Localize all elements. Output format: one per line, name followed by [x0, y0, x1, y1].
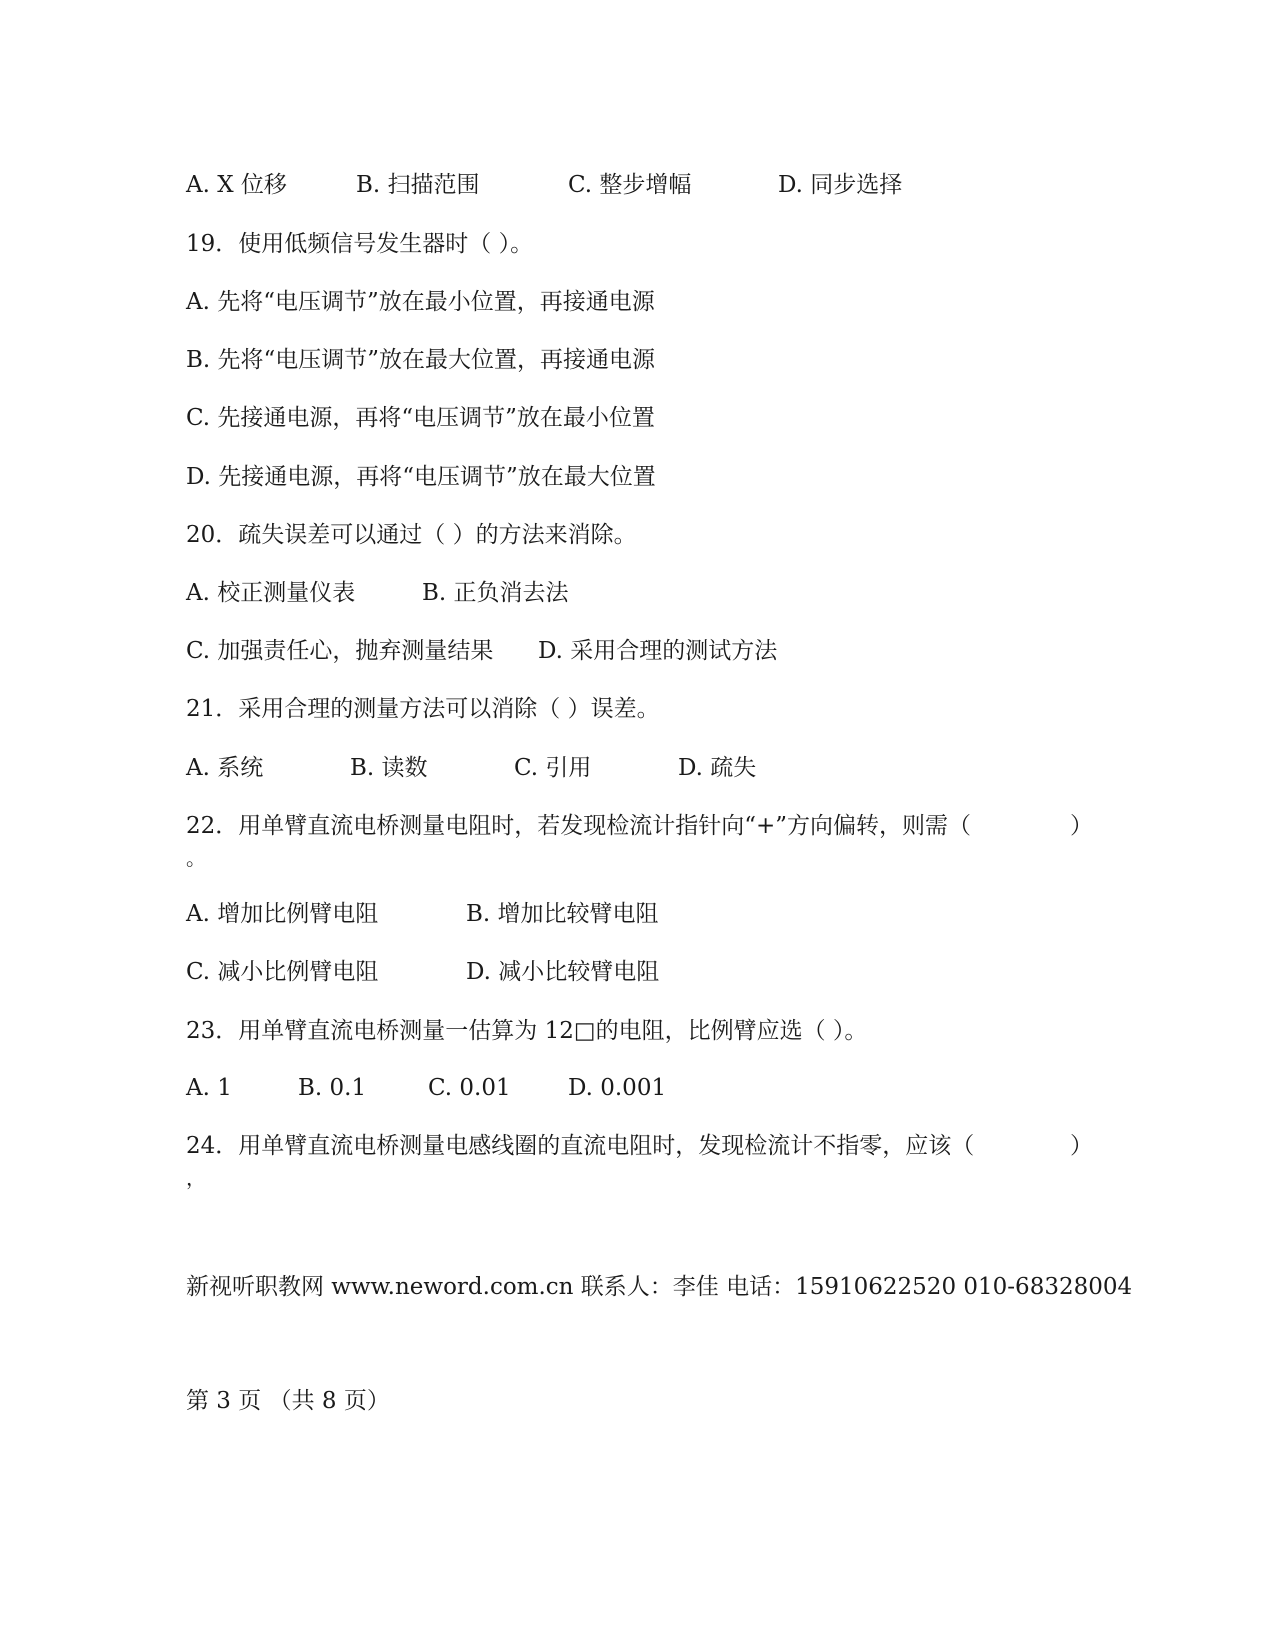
- q22-stem-close: ）: [1070, 813, 1093, 839]
- q20-option-c: C. 加强责任心，抛弃测量结果: [186, 638, 494, 664]
- q22-option-b: B. 增加比较臂电阻: [466, 901, 659, 927]
- footer-contact: 新视听职教网 www.neword.com.cn 联系人：李佳 电话：15910622520 010-68328004: [186, 1274, 1133, 1300]
- q24-stem-tail: ，: [186, 1166, 206, 1190]
- q21-option-b: B. 读数: [350, 755, 428, 781]
- q18-option-a: A. X 位移: [186, 172, 287, 198]
- q20-option-d: D. 采用合理的测试方法: [538, 638, 778, 664]
- q19-option-c: C. 先接通电源，再将“电压调节”放在最小位置: [186, 405, 655, 431]
- q23-option-a: A. 1: [186, 1075, 232, 1101]
- q18-option-d: D. 同步选择: [778, 172, 903, 198]
- q22-option-d: D. 减小比较臂电阻: [466, 959, 660, 985]
- q19-stem: 19．使用低频信号发生器时（ ）。: [186, 231, 534, 257]
- q23-option-b: B. 0.1: [298, 1075, 367, 1101]
- q22-option-c: C. 减小比例臂电阻: [186, 959, 379, 985]
- q22-stem-row: [186, 811, 1096, 841]
- q21-option-a: A. 系统: [186, 755, 264, 781]
- q19-option-a: A. 先将“电压调节”放在最小位置，再接通电源: [186, 289, 655, 315]
- q23-stem: 23．用单臂直流电桥测量一估算为 12□的电阻，比例臂应选（ ）。: [186, 1018, 868, 1044]
- page-number: 第 3 页 （共 8 页）: [186, 1388, 390, 1414]
- q23-option-c: C. 0.01: [428, 1075, 511, 1101]
- q22-stem-tail: 。: [186, 846, 206, 870]
- q21-stem: 21．采用合理的测量方法可以消除（ ）误差。: [186, 696, 660, 722]
- q22-stem: 22．用单臂直流电桥测量电阻时，若发现检流计指针向“+”方向偏转，则需（: [186, 813, 972, 839]
- q18-option-b: B. 扫描范围: [356, 172, 480, 198]
- q21-option-c: C. 引用: [514, 755, 592, 781]
- q18-option-c: C. 整步增幅: [568, 172, 692, 198]
- q23-option-d: D. 0.001: [568, 1075, 667, 1101]
- q20-stem: 20．疏失误差可以通过（ ）的方法来消除。: [186, 522, 637, 548]
- q20-option-a: A. 校正测量仪表: [186, 580, 356, 606]
- q19-option-d: D. 先接通电源，再将“电压调节”放在最大位置: [186, 464, 656, 490]
- q20-option-b: B. 正负消去法: [422, 580, 569, 606]
- q21-option-d: D. 疏失: [678, 755, 757, 781]
- q22-option-a: A. 增加比例臂电阻: [186, 901, 379, 927]
- q19-option-b: B. 先将“电压调节”放在最大位置，再接通电源: [186, 347, 656, 373]
- q24-stem-close: ）: [1070, 1133, 1093, 1159]
- q24-stem: 24．用单臂直流电桥测量电感线圈的直流电阻时，发现检流计不指零，应该（: [186, 1133, 975, 1159]
- q24-stem-row: [186, 1131, 1096, 1161]
